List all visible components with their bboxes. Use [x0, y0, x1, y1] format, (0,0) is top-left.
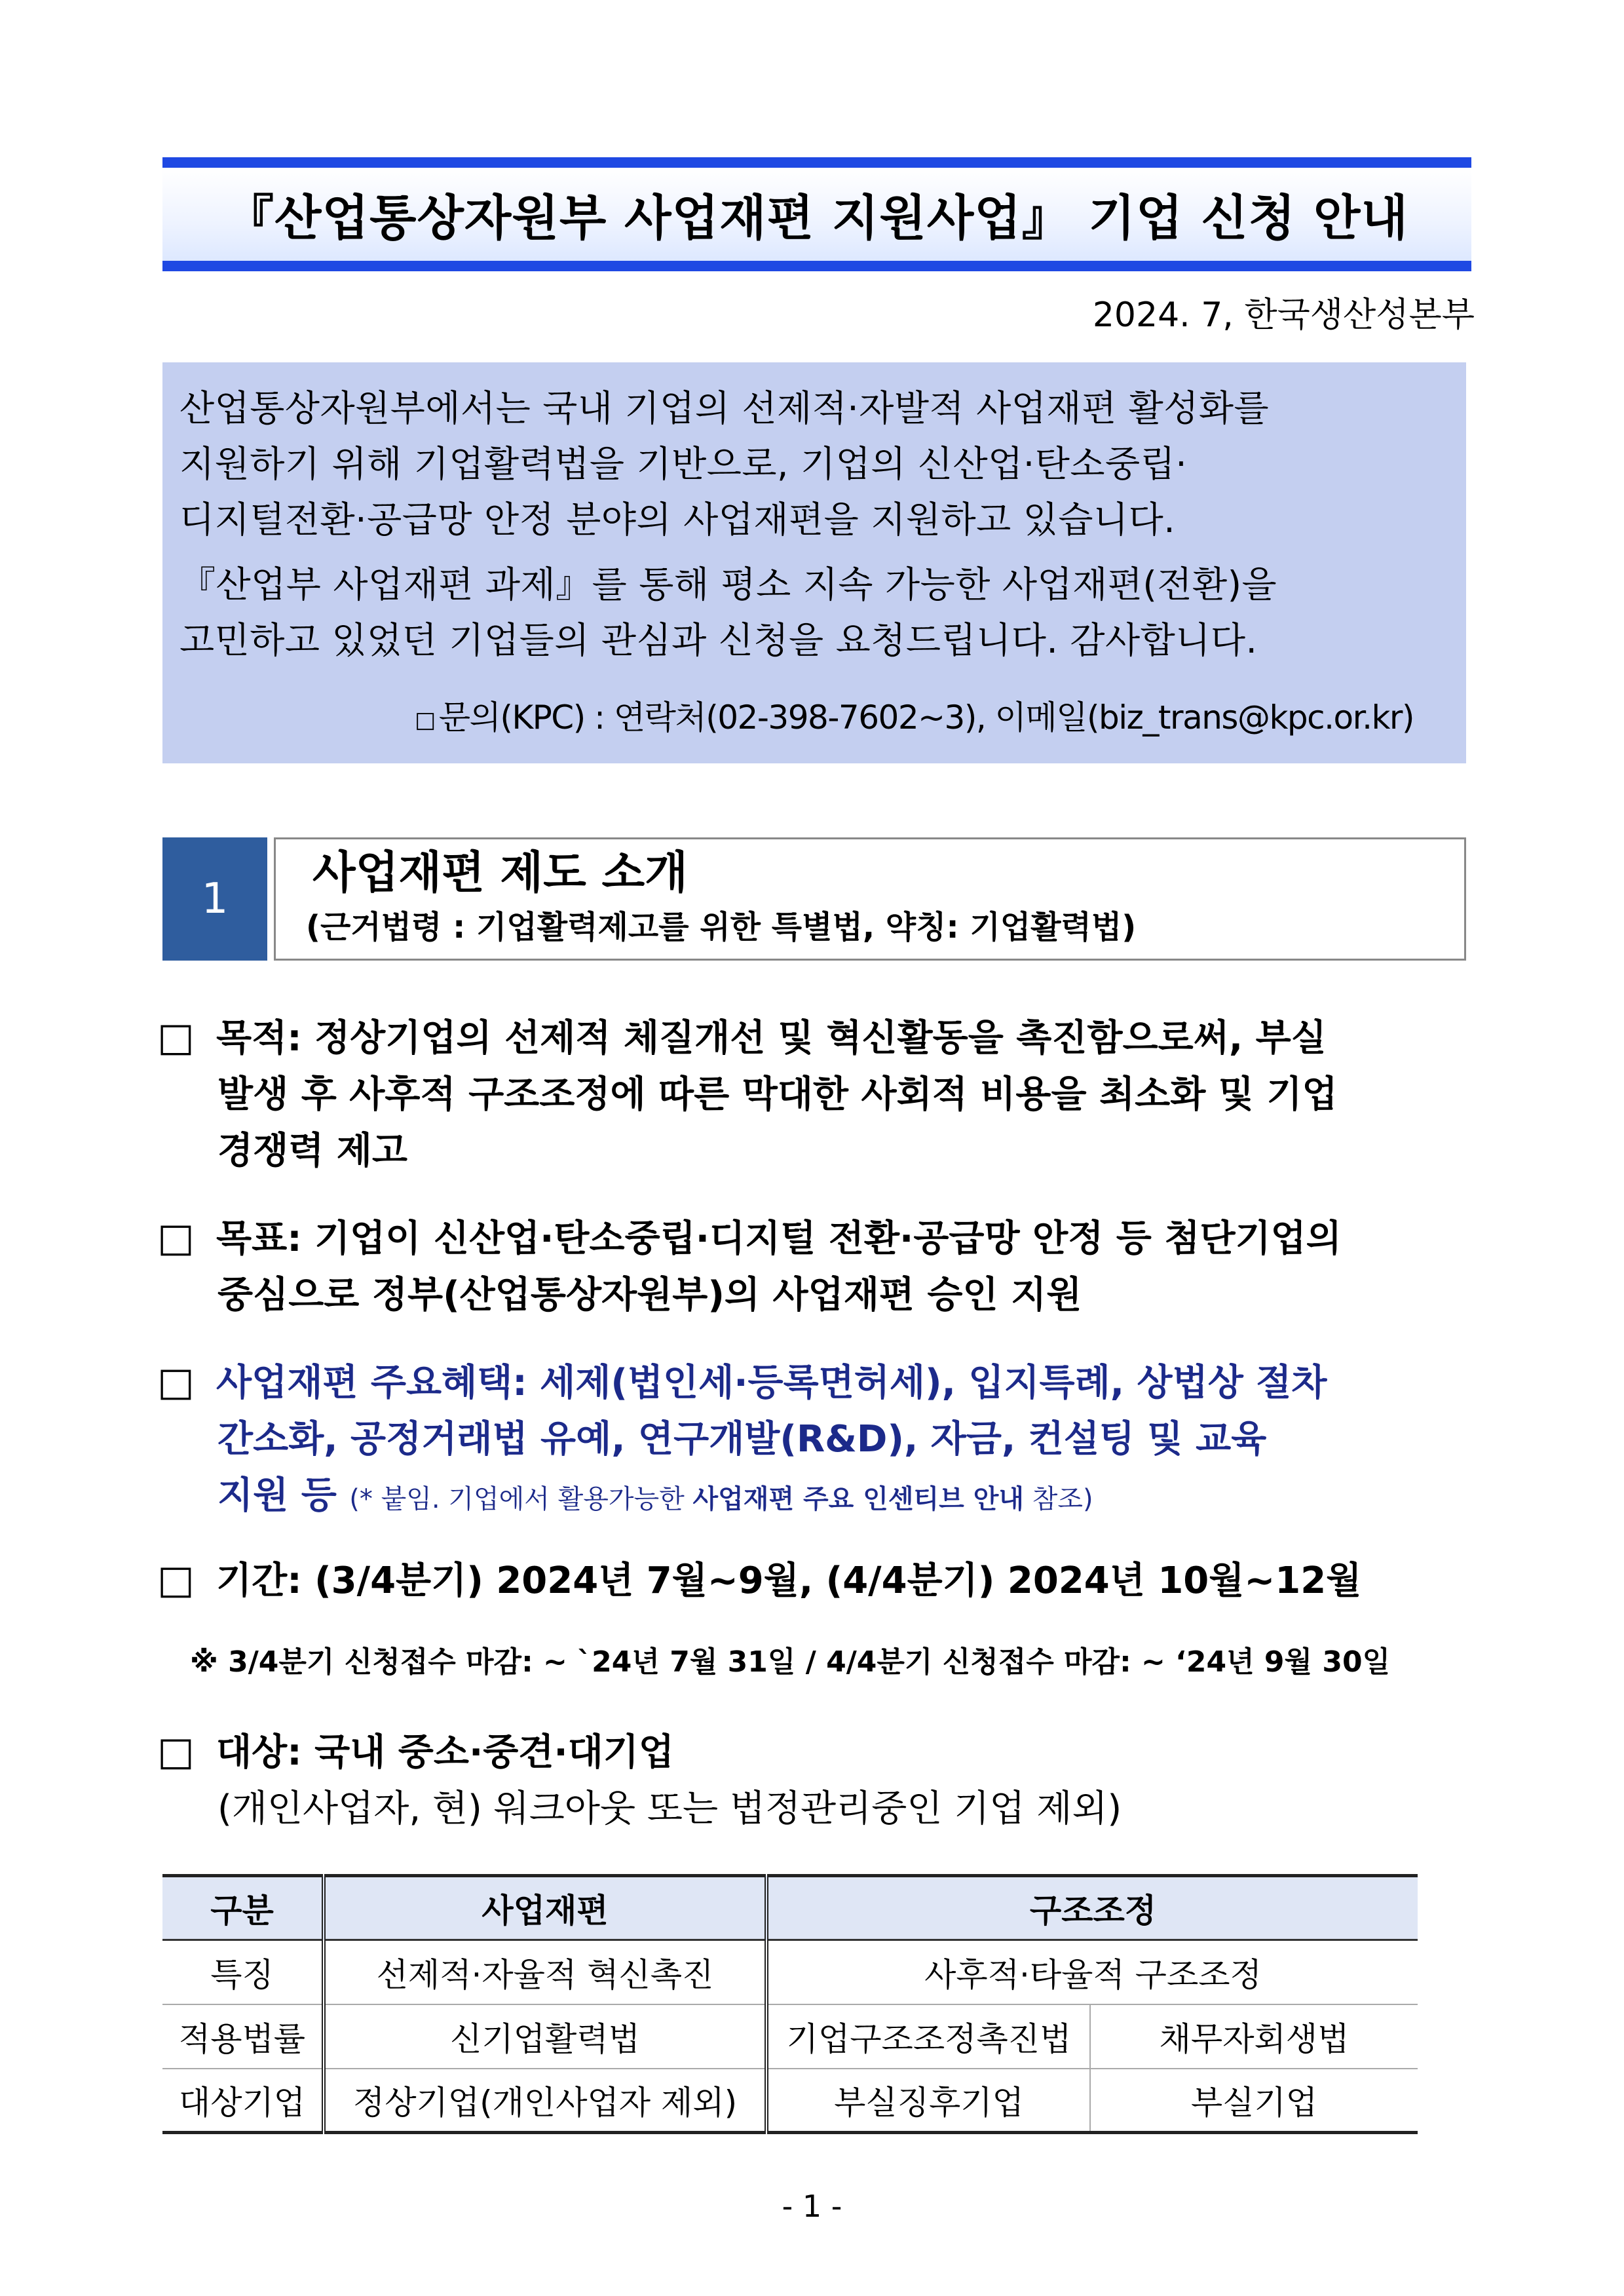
table-row — [162, 1940, 1418, 2004]
contact-text: 문의(KPC) : 연락처(02-398-7602~3), 이메일(biz_trans@kpc.or.kr) — [438, 698, 1414, 737]
intro-line: 산업통상자원부에서는 국내 기업의 선제적·자발적 사업재편 활성화를 — [179, 387, 1270, 429]
table-cell: 대상기업 — [162, 2069, 324, 2133]
table-row — [162, 2069, 1418, 2133]
comparison-table — [162, 1874, 1418, 2134]
benefit-line: 간소화, 공정거래법 유예, 연구개발(R&D), 자금, 컨설팅 및 교육 — [217, 1418, 1267, 1461]
purpose-line: 목적: 정상기업의 선제적 체질개선 및 혁신활동을 촉진함으로써, 부실 — [216, 1017, 1327, 1060]
title-banner — [162, 157, 1471, 271]
intro-paragraph-2 — [179, 557, 1449, 668]
table-cell: 신기업활력법 — [324, 2004, 766, 2069]
page-title: 『산업통상자원부 사업재편 지원사업』 기업 신청 안내 — [225, 190, 1408, 246]
bullet-period — [157, 1552, 1474, 1609]
benefit-line: 사업재편 주요혜택: 세제(법인세·등록면허세), 입지특례, 상법상 절차 — [216, 1362, 1327, 1404]
checkbox-icon: □ — [157, 1359, 195, 1405]
table-cell: 정상기업(개인사업자 제외) — [324, 2069, 766, 2133]
table-header: 사업재편 — [324, 1876, 766, 1940]
checkbox-marker-icon: □ — [415, 706, 435, 733]
table-cell: 부실징후기업 — [766, 2069, 1090, 2133]
bullet-target — [157, 1723, 1474, 1837]
intro-line: 디지털전환·공급망 안정 분야의 사업재편을 지원하고 있습니다. — [179, 499, 1176, 541]
benefit-note: (* 붙임. 기업에서 활용가능한 사업재편 주요 인센티브 안내 참조) — [349, 1484, 1093, 1514]
goal-line: 목표: 기업이 신산업·탄소중립·디지털 전환·공급망 안정 등 첨단기업의 — [216, 1217, 1342, 1260]
intro-line: 지원하기 위해 기업활력법을 기반으로, 기업의 신산업·탄소중립· — [179, 443, 1188, 485]
bullet-benefit — [157, 1354, 1474, 1527]
section-title-box — [274, 837, 1466, 961]
deadline-note: ※ 3/4분기 신청접수 마감: ~ `24년 7월 31일 / 4/4분기 신청접수 마감: ~ ‘24년 9월 30일 — [190, 1645, 1391, 1679]
purpose-line: 발생 후 사후적 구조조정에 따른 막대한 사회적 비용을 최소화 및 기업 — [217, 1073, 1338, 1116]
benefit-line-3 — [157, 1468, 1474, 1527]
period-text: 기간: (3/4분기) 2024년 7월~9월, (4/4분기) 2024년 10월~12월 — [216, 1559, 1362, 1602]
table-cell: 채무자회생법 — [1090, 2004, 1418, 2069]
checkbox-icon: □ — [157, 1215, 195, 1261]
date-line: 2024. 7, 한국생산성본부 — [1092, 296, 1475, 335]
table-cell: 사후적·타율적 구조조정 — [766, 1940, 1418, 2004]
goal-line: 중심으로 정부(산업통상자원부)의 사업재편 승인 지원 — [217, 1274, 1082, 1316]
checkbox-icon: □ — [157, 1014, 195, 1060]
purpose-line: 경쟁력 제고 — [217, 1130, 407, 1172]
section-header — [162, 837, 1466, 961]
intro-box — [162, 362, 1466, 763]
section-subtitle: (근거법령 : 기업활력제고를 위한 특별법, 약칭: 기업활력법) — [306, 909, 1137, 946]
intro-line: 고민하고 있었던 기업들의 관심과 신청을 요청드립니다. 감사합니다. — [179, 619, 1258, 661]
contact-line — [415, 691, 1414, 738]
target-exclusion: (개인사업자, 현) 워크아웃 또는 법정관리중인 기업 제외) — [217, 1788, 1122, 1830]
section-number: 1 — [162, 837, 267, 961]
table-header-row — [162, 1876, 1418, 1940]
table-cell: 선제적·자율적 혁신촉진 — [324, 1940, 766, 2004]
table-cell: 기업구조조정촉진법 — [766, 2004, 1090, 2069]
table-cell: 특징 — [162, 1940, 324, 2004]
benefit-line: 지원 등 — [217, 1474, 337, 1517]
bullet-goal — [157, 1210, 1474, 1324]
checkbox-icon: □ — [157, 1729, 195, 1774]
table-row — [162, 2004, 1418, 2069]
intro-line: 『산업부 사업재편 과제』를 통해 평소 지속 가능한 사업재편(전환)을 — [179, 564, 1277, 605]
checkbox-icon: □ — [157, 1557, 195, 1603]
section-title: 사업재편 제도 소개 — [312, 847, 688, 899]
table-header: 구조조정 — [766, 1876, 1418, 1940]
intro-paragraph-1 — [179, 381, 1449, 548]
table-cell: 적용법률 — [162, 2004, 324, 2069]
table-cell: 부실기업 — [1090, 2069, 1418, 2133]
page-number: - 1 - — [782, 2189, 842, 2224]
target-line: 대상: 국내 중소·중견·대기업 — [216, 1731, 674, 1774]
table-header: 구분 — [162, 1876, 324, 1940]
bullet-purpose — [157, 1009, 1474, 1179]
benefit-note-emphasis: 사업재편 주요 인센티브 안내 — [692, 1484, 1024, 1514]
